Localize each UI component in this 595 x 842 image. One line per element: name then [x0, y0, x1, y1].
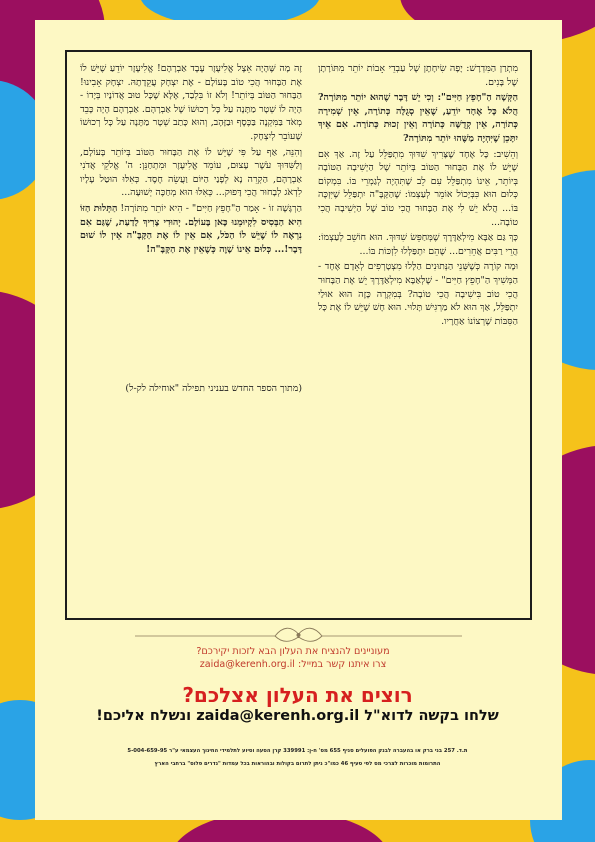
article-paragraph: [318, 260, 518, 328]
article-paragraph: [80, 62, 302, 144]
donation-footer: [75, 745, 520, 771]
article-paragraph: [318, 62, 518, 89]
body-text: מִתְרַן הַמִּדְרָשׁ: יָפָה שִׂיחָתָן שֶׁל עַבְדֵי אָבוֹת יוֹתֵר מִתּוֹרָתָן שֶׁל בָּנִים.: [318, 63, 518, 88]
bold-text: הַקְּשָׁה הַ"חָפֵץ חַיִּים":: [433, 92, 519, 104]
footer-line2: התרומות מוכרות לצרכי מס לפי סעיף 46 כמו"כ ניתן לתרום בקולות ובהוראות בכל עמדות "נדרים פלוס" ברחבי הארץ: [154, 761, 441, 767]
article-paragraph: [318, 148, 518, 230]
article-paragraph: [80, 146, 302, 200]
body-text: הַרְגָּשָׁה זוֹ - אָמַר הַ"חָפֵץ חַיִּים" - הִיא יוֹתֵר מִתּוֹרָה!: [117, 202, 302, 214]
source-note: (מתוך הספר החדש בעניני תפילה "אוחילה לק-ל): [125, 383, 302, 394]
article-left-column: [80, 62, 302, 258]
bold-text: הַתְּלוּת הַזּוֹ הִיא הַבְּסִיס לִקְיוּמֵנוּ כָּאן בָּעוֹלָם. יְהוּדִי צָרִיךְ לָדַעַת, שֶׁגַּם אִם נִרְאֶה לוֹ שֶׁיֵּשׁ לוֹ הַכֹּל, אִם אֵין לוֹ אֶת הַקָּבָּ"ה אֵין לוֹ שׁוּם דָּבָר!... כְּלוּם אֵינוֹ שָׁוֶה כְּשֶׁאֵין אֶת הַקָּבָּ"ה!: [80, 202, 302, 255]
subscribe-instructions: שלחו בקשה לדוא"ל zaida@kerenh.org.il ונשלח אליכם!: [96, 708, 499, 724]
subscribe-heading: [70, 683, 525, 725]
article-right-column: [318, 62, 518, 330]
sponsor-box: [120, 646, 466, 671]
body-text: וּמָה קוֹרֶה כְּשֶׁשְּׁנֵי הַנְּתוּנִים הַלָּלוּ מִצְטָרְפִים לְאָדָם אֶחָד - הַמְּשִׁיךְ הַ"חָפֵץ חַיִּים" - שֶׁלְּאַבָּא מִילְאַדֶּרֶךְ יֵשׁ אֶת הַבָּחוּר הֲכִי טוֹב בִּישִׁיבָה הֲכִי טוֹבָה? בְּמִקְרֶה כָּזֶה הוּא אוּלַי יִתְפַּלֵּל, אַךְ הוּא לֹא מַרְגִּישׁ תָּלוּי. הוּא חָשׁ שֶׁיֵּשׁ לוֹ אֶת כָּל הַסִּבּוֹת שֶׁרְצוֹנוֹ אַחֲרָיו.: [317, 261, 518, 327]
bold-text: הֲלֹא כָּל אֶחָד יוֹדֵעַ, שֶׁאֵין סְגֻלָּה כְּתוֹרָה, אֵין שְׁמִירָה כְּתוֹרָה, אֵין קְדֻשָּׁה כְּתוֹרָה וְאֵין זְכוּת כְּתוֹרָה. אִם אֵיךְ יִתָּכֵן שֶׁיִּהְיֶה מַשֶּׁהוּ יוֹתֵר מִתּוֹרָה?: [318, 105, 518, 144]
source-note-wrap: [80, 380, 302, 398]
article-paragraph: [318, 231, 518, 258]
body-text: זֶה מָה שֶּׁהָיָה אֵצֶל אֱלִיעֶזֶר עֶבֶד אַבְרָהָם! אֱלִיעֶזֶר יוֹדֵעַ שֶׁיֵּשׁ לוֹ אֶת הַבָּחוּר הֲכִי טוֹב בָּעוֹלָם - אֶת יִצְחָק עֲקֵדָתָהּ. יִצְחָק אָבִינוּ! הַבָּחוּר הַטּוֹב בְּיוֹתֵר! וְלֹא זוֹ בִּלְבַד, אֶלָּא שֶׁכָּל טוּב אֲדוֹנָיו בְּיָדוֹ - הָיָה לוֹ שְׁטָר מַתָּנָה עַל כָּל רְכוּשׁוֹ שֶׁל אַבְרָהָם. אַבְרָהָם הָיָה כָּבֵד מְאֹד בַּמִּקְנֶה בַּכֶּסֶף וּבַזָּהָב, וְהוּא כָּתַב שְׁטָר מַתָּנָה עַל כָּל רְכוּשׁוֹ שֶׁעוֹבֵר לְיִצְחָק.: [80, 63, 302, 142]
body-text: וְהֵשִׁיב: כָּל אֶחָד שֶׁצָּרִיךְ שִׁדּוּךְ מִתְפַּלֵּל עַל זֶה. אַךְ אִם שֶׁיֵּשׁ לוֹ אֶת הַבָּחוּר הַטּוֹב בְּיוֹתֵר שֶׁל הַיְשִׁיבָה הַטּוֹבָה בְּיוֹתֵר, אֵינוֹ מִתְפַּלֵּל עִם לֵב שֶׁתִּהְיֶה לְגַמְרֵי בּוֹ. בִּמְקוֹם כְּלוּם הוּא כִּבְּיָכוֹל אוֹמֵר לְעַצְמוֹ: שֶׁהַקָּבָּ"ה יִתְפַּלֵּל שֶׁיִּזְכֶּה בּוֹ... הֲלֹא יֵשׁ לִי אֶת הַבָּחוּר הֲכִי טוֹב שֶׁל הַיְשִׁיבָה הֲכִי טוֹבָה...: [318, 148, 518, 228]
sponsor-line2: צרו איתנו קשר במייל: zaida@kerenh.org.il: [199, 658, 387, 670]
subscribe-title: רוצים את העלון אצלכם?: [182, 683, 413, 707]
footer-line1: ת.ד. 257 בני ברק או בהעברה לבנק הפועלים סניף 655 מס' ח-ן: 339991 קרן הסעה וסיוע לתלמידי החינוך העצמאי ע"ר 5-004-659-95: [127, 748, 468, 754]
bold-text: וְכִי יֵשׁ דָּבָר שֶׁהוּא יוֹתֵר מִתּוֹרָה?: [318, 92, 434, 104]
article-paragraph: [80, 202, 302, 256]
article-paragraph: [318, 91, 518, 145]
body-text: כָּךְ גַּם אַבָּא מִילְאַדֶּרֶךְ שֶׁמְּחַפֵּשׂ שִׁדּוּךְ. הוּא חוֹשֵׁב לְעַצְמוֹ: הֲרֵי רַבִּים אֲחֵרִים... שֶׁהֵם יִתְפַּלְּלוּ לִזְכּוֹת בּוֹ...: [318, 232, 518, 257]
sponsor-line1: מעוניינים להנציח את העלון הבא לזכות יקירכם?: [196, 646, 390, 657]
body-text: וְהִנֵּה, אַף עַל פִּי שֶׁיֵּשׁ לוֹ אֶת הַבָּחוּר הַטּוֹב בְּיוֹתֵר בָּעוֹלָם, וְלַשִּׁדּוּךְ עֹשֶׁר עָצוּם, עוֹמֵד אֱלִיעֶזֶר וּמִתְחַנֵּן: ה' אֱלֹקֵי אֲדֹנִי אַבְרָהָם, הַקְרֵה נָא לְפָנַי הַיּוֹם וַעֲשֵׂה חֶסֶד. כְּאִלּוּ הוּטַל עָלָיו לִדְאֹג לְבָחוּר הֲכִי דָּפוּק... כְּאִלּוּ הוּא מְחַכֶּה יְשׁוּעָה...: [80, 146, 302, 199]
ornament-divider: [135, 624, 462, 646]
